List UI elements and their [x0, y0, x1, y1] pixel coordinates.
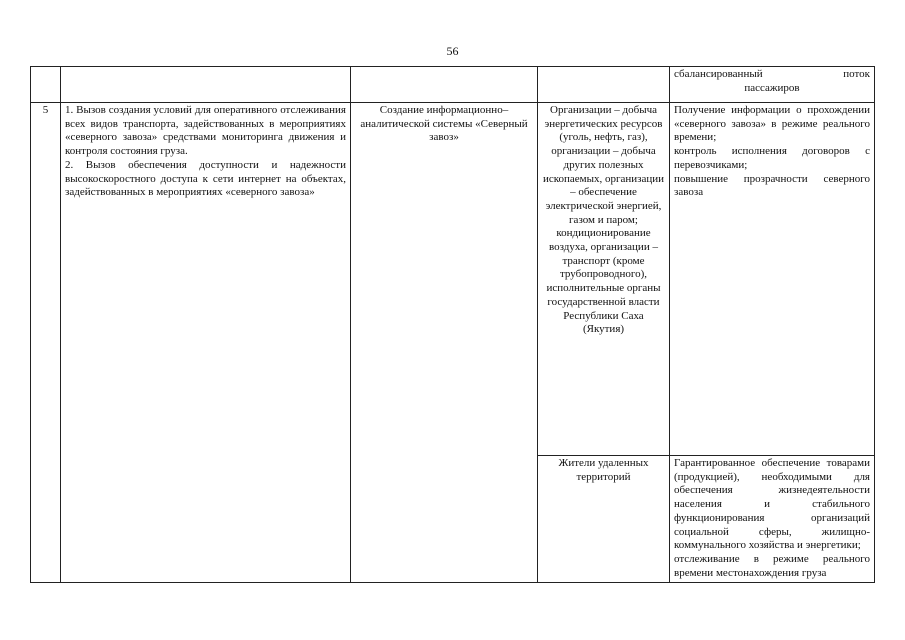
cell-solution: [351, 103, 538, 583]
cell-challenges: [61, 103, 351, 583]
cell-beneficiary-empty: [538, 67, 670, 103]
cell-row-number: 5: [31, 103, 61, 583]
cell-beneficiaries-residents: [538, 456, 670, 583]
cell-num-empty: [31, 67, 61, 103]
beneficiaries-residents-text: Жители удаленных территорий: [558, 457, 649, 483]
result-item: повышение прозрачности северного завоза: [674, 172, 870, 199]
page-number: 56: [446, 44, 459, 58]
document-table: [30, 66, 875, 583]
result-item: контроль исполнения договоров с перевозчиками;: [674, 145, 870, 171]
cell-challenge-empty: [61, 67, 351, 103]
challenge-item: 2. Вызов обеспечения доступности и надежности высокоскоростного доступа к сети интернет на объектах, задействованных в мероприятиях «северного завоза»: [65, 158, 346, 199]
cell-result-continuation: [670, 67, 875, 103]
result-continuation-line2: пассажиров: [744, 81, 800, 94]
result-item: отслеживание в режиме реального времени местонахождения груза: [674, 552, 870, 579]
result-continuation-line1: сбалансированный поток: [674, 68, 870, 80]
challenge-item: 1. Вызов создания условий для оперативного отслеживания всех видов транспорта, задействованных в мероприятиях «северного завоза» средствами мониторинга движения и контроля состояния груза.: [65, 104, 346, 158]
solution-text: Создание информационно–аналитической системы «Северный завоз»: [360, 104, 528, 144]
cell-results-residents: [670, 456, 875, 583]
result-item: Гарантированное обеспечение товарами (продукцией), необходимыми для обеспечения жизнедеятельности населения и стабильного функционирования организаций социальной сферы, жилищно-коммунального хозяйства и энергетики;: [674, 457, 870, 552]
table-row-continuation: [31, 67, 875, 103]
result-item: Получение информации о прохождении «северного завоза» в режиме реального времени;: [674, 104, 870, 144]
beneficiaries-organizations-text: Организации – добыча энергетических ресурсов (уголь, нефть, газ), организации – добыча других полезных ископаемых, организации – обеспечение электрической энергией, газом и паром; кондиционирование воздуха, организации – транспорт (кроме трубопроводного), исполнительные органы государственной власти Республики Саха (Якутия): [542, 104, 665, 336]
cell-results-organizations: [670, 103, 875, 456]
cell-beneficiaries-organizations: [538, 103, 670, 456]
cell-solution-empty: [351, 67, 538, 103]
table-row-5: [31, 103, 875, 456]
